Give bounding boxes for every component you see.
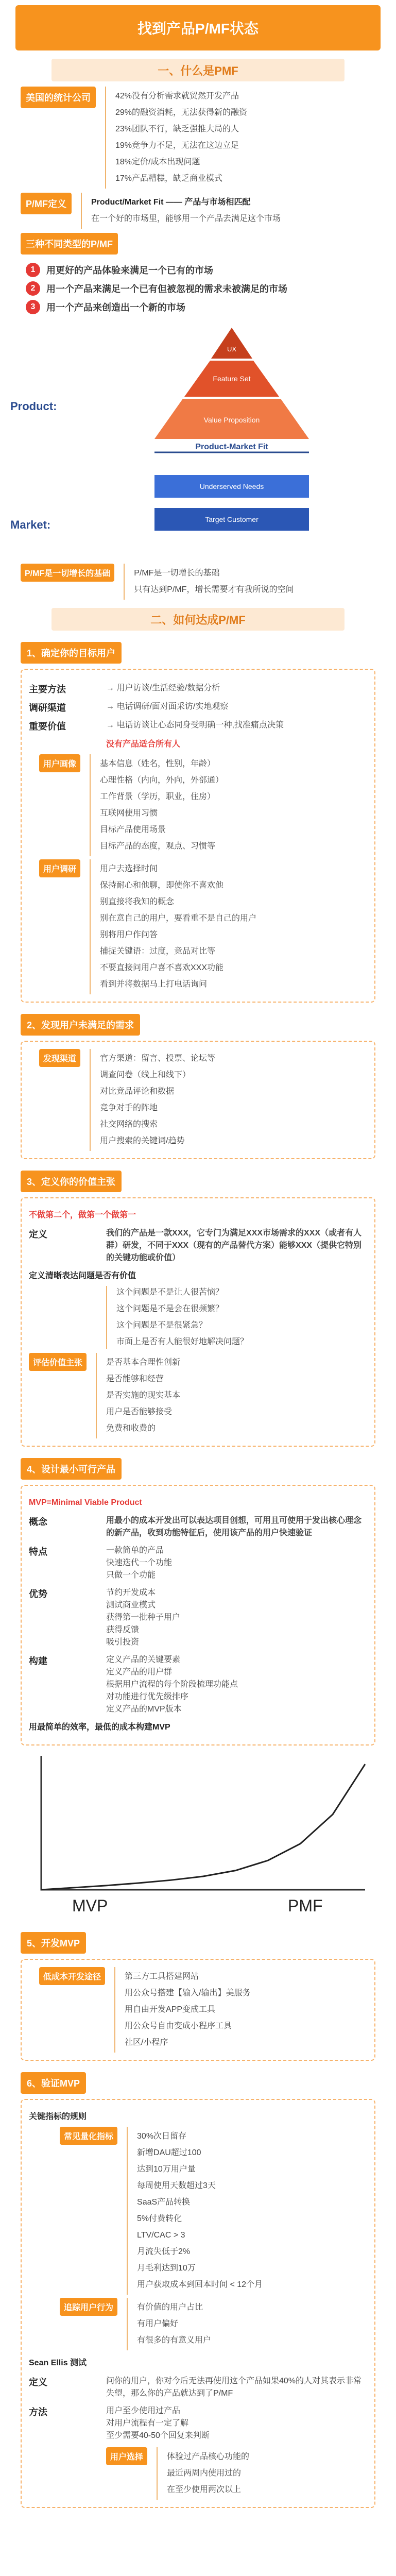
user-portrait-block: [39, 754, 367, 856]
step-1-subtitle: 没有产品适合所有人: [106, 740, 181, 749]
stats-list: [105, 87, 247, 189]
list-item: 定义产品的MVP版本: [106, 1705, 182, 1714]
three-type-label: 用一个产品来创造出一个新的市场: [46, 302, 185, 313]
kv-key: 调研渠道: [29, 703, 66, 713]
pmf-pyramid: [10, 323, 386, 560]
pyramid-svg: [77, 323, 386, 560]
kv-value: → 电话调研/面对面采访/实地观察: [106, 702, 229, 711]
list-item: 获得第一批种子用户: [106, 1613, 181, 1622]
list-item: 对功能进行优先级排序: [106, 1692, 189, 1701]
list-item: 目标产品的态度，观点、习惯等: [100, 842, 216, 851]
page-root: [0, 5, 396, 2576]
list-item: 定义产品的用户群: [106, 1668, 173, 1676]
kv-key: 构建: [29, 1656, 47, 1666]
list-item: 18%定价/成本出现问题: [115, 158, 200, 166]
step-3-box: [21, 1197, 375, 1447]
list-item: 免费和收费的: [106, 1424, 156, 1433]
list-item: 测试商业模式: [106, 1601, 156, 1609]
step-label: 1、确定你的目标用户: [21, 642, 122, 664]
growth-chart-svg: [21, 1751, 375, 1921]
low-cost-block: [39, 1967, 367, 2053]
sean-users-block: [106, 2447, 367, 2500]
list-item: 有很多的有意义用户: [137, 2336, 212, 2345]
list-item: 用户获取成本到回本时间 < 12个月: [137, 2280, 263, 2289]
discover-channels-block: [39, 1049, 367, 1151]
kv-key: 概念: [29, 1517, 47, 1527]
sean-users-list: [157, 2447, 249, 2500]
kv-row: [29, 719, 367, 733]
step-6-box: [21, 2099, 375, 2508]
list-item: 有价值的用户占比: [137, 2303, 203, 2312]
market-label: Market:: [10, 518, 51, 531]
list-item: 用公众号自由变成小程序工具: [125, 2022, 232, 2030]
pmf-definition-tag: P/MF定义: [21, 193, 72, 214]
list-item: LTV/CAC > 3: [137, 2231, 185, 2240]
three-types-list: [26, 259, 287, 318]
step-4-header: [21, 1458, 375, 1480]
pmf-definition-block: [21, 193, 375, 229]
mvp-features: [106, 1545, 367, 1582]
section-what-is-pmf: 一、什么是PMF: [51, 59, 345, 81]
sean-ellis-definition: 问你的用户，你对今后无法再使用这个产品如果40%的人对其表示非常失望，那么你的产品就达到了P/MF: [106, 2377, 362, 2398]
step-title: 确定你的目标用户: [41, 648, 116, 658]
user-research-list: [90, 859, 256, 994]
list-item: [26, 300, 287, 314]
list-item: 是否能够和经营: [106, 1375, 164, 1383]
list-item: [26, 263, 287, 277]
pmf-summary-list: [124, 564, 294, 600]
list-item: 是否基本合理性创新: [106, 1358, 181, 1367]
kv-key: 主要方法: [29, 684, 66, 694]
layer-text: Target Customer: [205, 515, 259, 523]
step-label: 2、发现用户未满足的需求: [21, 1014, 140, 1036]
list-item: 这个问题是不是会在很频繁？: [116, 1304, 224, 1313]
list-item: 月流失低于2%: [137, 2247, 191, 2256]
list-item: 这个问题是不是让人很苦恼？: [116, 1288, 224, 1297]
step-5-header: [21, 1932, 375, 1954]
three-type-label: 用一个产品来满足一个已有但被忽视的需求未被满足的市场: [46, 284, 287, 294]
kv-row: [29, 701, 367, 714]
step-1-header: [21, 642, 375, 664]
sean-users-tag: 用户选择: [106, 2447, 147, 2465]
user-portrait-list: [90, 754, 223, 856]
list-item: 基本信息（姓名，性别，年龄）: [100, 759, 216, 768]
pmf-definition-line: Product/Market Fit —— 产品与市场相匹配: [91, 198, 251, 207]
list-item: 最近两周内使用过的: [167, 2469, 242, 2478]
track-tag: 追踪用户行为: [60, 2298, 117, 2316]
low-cost-list: [114, 1967, 250, 2053]
kv-key: 定义: [29, 2377, 47, 2387]
list-item: 一款简单的产品: [106, 1546, 164, 1555]
kv-row: [29, 2375, 367, 2400]
step-label: 3、定义你的价值主张: [21, 1171, 122, 1192]
kv-key: 定义: [29, 1229, 47, 1240]
list-item: 保持耐心和他聊，即使你不喜欢他: [100, 881, 224, 890]
evaluation-tag: 评估价值主张: [29, 1353, 87, 1371]
list-item: 30%次日留存: [137, 2132, 187, 2141]
stats-block: [21, 87, 375, 189]
layer-text: Value Proposition: [203, 416, 260, 424]
track-block: [60, 2298, 367, 2350]
kv-row: [29, 1587, 367, 1649]
sean-ellis-title: Sean Ellis 测试: [29, 2359, 87, 2367]
pmf-definition-line: 在一个好的市场里，能够用一个产品去满足这个市场: [91, 214, 281, 223]
list-item: 第三方工具搭建网站: [125, 1972, 199, 1981]
x-label-pmf: PMF: [288, 1896, 323, 1915]
kv-row: [29, 2405, 367, 2442]
list-item: 19%竞争力不足，无法在这边立足: [115, 141, 239, 150]
metrics-list: [127, 2127, 263, 2295]
list-item: [26, 281, 287, 296]
sean-ellis-method: [106, 2405, 367, 2442]
list-item: 29%的融资消耗，无法获得新的融资: [115, 108, 248, 117]
step-label: 5、开发MVP: [21, 1932, 86, 1954]
list-item: 社区/小程序: [125, 2038, 168, 2047]
pyramid-layer-ux: [211, 328, 252, 359]
list-item: 用自由开发APP变成工具: [125, 2005, 216, 2014]
list-item: 17%产品糟糕，缺乏商业模式: [115, 174, 223, 183]
pmf-summary-block: [21, 564, 375, 600]
list-item: 调查问卷（线上和线下）: [100, 1071, 191, 1079]
kv-row: [29, 682, 367, 696]
kv-row: [29, 1545, 367, 1582]
step-label: 6、验证MVP: [21, 2072, 86, 2094]
discover-channels-tag: 发现渠道: [39, 1049, 80, 1067]
kv-value: → 用户访谈/生活经验/数据分析: [106, 684, 220, 692]
list-item: 看到并将数据马上打电话询问: [100, 980, 208, 989]
list-item: 是否实施的现实基本: [106, 1391, 181, 1400]
kv-key: 方法: [29, 2407, 47, 2417]
list-item: 官方渠道：留言、投票、论坛等: [100, 1054, 216, 1063]
growth-chart: [21, 1751, 375, 1921]
list-item: P/MF是一切增长的基础: [134, 569, 220, 578]
user-research-block: [39, 859, 367, 994]
list-item: 每周使用天数超过3天: [137, 2181, 216, 2190]
list-item: 工作背景（学历，职业，住房）: [100, 792, 216, 801]
step-2-header: [21, 1014, 375, 1036]
list-item: 用户至少使用过产品: [106, 2406, 181, 2415]
mvp-concept: 用最小的成本开发出可以表达项目创想，可用且可使用于发出核心理念的新产品，收到功能特征后，使用该产品的用户快速验证: [106, 1516, 362, 1537]
list-item: 用户搜索的关键词/趋势: [100, 1137, 185, 1145]
step-4-box: [21, 1485, 375, 1745]
list-item: 月毛利达到10万: [137, 2264, 196, 2273]
list-item: 心理性格（内向，外向，外部通）: [100, 776, 224, 785]
stats-tag: 美国的统计公司: [21, 87, 96, 108]
pmf-definition-list: [81, 193, 281, 229]
list-item: 用公众号搭建【输入/输出】美服务: [125, 1989, 251, 1997]
kv-key: 特点: [29, 1547, 47, 1557]
mvp-summary: 用最简单的效率，最低的成本构建MVP: [29, 1723, 170, 1732]
x-label-mvp: MVP: [72, 1896, 108, 1915]
list-item: 体验过产品核心功能的: [167, 2452, 250, 2461]
step-title: 开发MVP: [41, 1938, 80, 1948]
number-badge: 2: [26, 281, 40, 296]
list-item: 别将用户作问答: [100, 930, 158, 939]
list-item: 节约开发成本: [106, 1588, 156, 1597]
hero-title: 找到产品P/MF状态: [15, 5, 381, 50]
step-label: 4、设计最小可行产品: [21, 1458, 122, 1480]
kv-key: 重要价值: [29, 721, 66, 732]
step-3-header: [21, 1171, 375, 1192]
kv-row: [29, 1654, 367, 1716]
list-item: 目标产品使用场景: [100, 825, 166, 834]
kv-row: [29, 1227, 367, 1264]
kv-key: 优势: [29, 1589, 47, 1599]
number-badge: 3: [26, 300, 40, 314]
pmf-summary-tag: P/MF是一切增长的基础: [21, 564, 114, 582]
mvp-build-steps: [106, 1654, 367, 1716]
layer-text: UX: [227, 345, 237, 353]
list-item: 达到10万用户量: [137, 2165, 196, 2174]
list-item: 在至少使用两次以上: [167, 2485, 242, 2494]
layer-text: Underserved Needs: [199, 482, 264, 490]
product-label: Product:: [10, 400, 57, 413]
step-3-question-title: 定义清晰表达问题是否有价值: [29, 1272, 136, 1280]
mvp-advantages: [106, 1587, 367, 1649]
low-cost-tag: 低成本开发途径: [39, 1967, 105, 1985]
list-item: 互联网使用习惯: [100, 809, 158, 818]
step-title: 设计最小可行产品: [41, 1464, 116, 1475]
list-item: 吸引投资: [106, 1638, 140, 1647]
list-item: 别在意自己的用户，要看重不是自己的用户: [100, 914, 257, 923]
step-title: 验证MVP: [41, 2078, 80, 2089]
discover-channels-list: [90, 1049, 215, 1151]
list-item: 不要直接问用户喜不喜欢XXX功能: [100, 963, 224, 972]
step-6-header: [21, 2072, 375, 2094]
list-item: 这个问题是不是很紧急？: [116, 1321, 208, 1330]
three-type-label: 用更好的产品体验来满足一个已有的市场: [46, 265, 213, 276]
track-list: [127, 2298, 211, 2350]
section-how-to-pmf: 二、如何达成P/MF: [51, 608, 345, 631]
layer-text: Product-Market Fit: [195, 443, 268, 451]
list-item: 23%团队不行，缺乏强推大局的人: [115, 125, 239, 133]
user-portrait-tag: 用户画像: [39, 754, 80, 772]
list-item: 获得反馈: [106, 1625, 140, 1634]
list-item: SaaS产品转换: [137, 2198, 191, 2207]
growth-curve: [41, 1764, 365, 1890]
three-types-tag: 三种不同类型的P/MF: [21, 233, 118, 255]
list-item: 只做一个功能: [106, 1571, 156, 1580]
list-item: 根据用户流程的每个阶段梳理功能点: [106, 1680, 238, 1689]
chart-axis: [41, 1756, 365, 1890]
list-item: 捕捉关键语：过度，竞品对比等: [100, 947, 216, 956]
step-title: 发现用户未满足的需求: [41, 1020, 134, 1030]
kv-value: → 电话访谈让心态同身受明确一种,找准痛点决策: [106, 721, 284, 730]
list-item: 有用户偏好: [137, 2319, 179, 2328]
step-3-question-list: [106, 1286, 367, 1349]
list-item: 社交网络的搜索: [100, 1120, 158, 1129]
list-item: 市面上是否有人能很好地解决问题？: [116, 1337, 249, 1346]
list-item: 新增DAU超过100: [137, 2148, 201, 2157]
list-item: 竞争对手的阵地: [100, 1104, 158, 1112]
number-badge: 1: [26, 263, 40, 277]
step-2-box: [21, 1041, 375, 1159]
list-item: 至少需要40-50个回复来判断: [106, 2431, 210, 2440]
step-3-subtitle: 不做第二个，做第一个做第一: [29, 1211, 136, 1219]
key-metrics-title: 关键指标的规则: [29, 2112, 87, 2121]
list-item: 别直接将我知的概念: [100, 897, 175, 906]
metrics-tag: 常见量化指标: [60, 2127, 117, 2145]
kv-row: [29, 1515, 367, 1539]
evaluation-block: [29, 1353, 367, 1438]
evaluation-list: [96, 1353, 180, 1438]
step-5-box: [21, 1959, 375, 2061]
mvp-label: MVP=Minimal Viable Product: [29, 1498, 142, 1507]
list-item: 定义产品的关键要素: [106, 1655, 181, 1664]
list-item: 用户是否能够接受: [106, 1408, 173, 1416]
list-item: 5%付费转化: [137, 2214, 182, 2223]
step-title: 定义你的价值主张: [41, 1177, 116, 1187]
list-item: 用户去选择时间: [100, 865, 158, 873]
list-item: 42%没有分析需求就贸然开发产品: [115, 92, 239, 100]
metrics-block: [60, 2127, 367, 2295]
layer-text: Feature Set: [213, 375, 251, 383]
list-item: 对用户流程有一定了解: [106, 2419, 189, 2428]
list-item: 快速迭代一个功能: [106, 1558, 173, 1567]
three-types-block: [21, 233, 375, 318]
user-research-tag: 用户调研: [39, 859, 80, 877]
value-prop-definition: 我们的产品是一款XXX，它专门为满足XXX市场需求的XXX（或者有人群）研发，不同于XXX（现有的产品替代方案）能够XXX（提供它特别的关键功能或价值）: [106, 1229, 362, 1262]
list-item: 对比竞品评论和数据: [100, 1087, 175, 1096]
list-item: 只有达到P/MF，增长需要才有我所说的空间: [134, 585, 294, 594]
step-1-box: [21, 669, 375, 1003]
